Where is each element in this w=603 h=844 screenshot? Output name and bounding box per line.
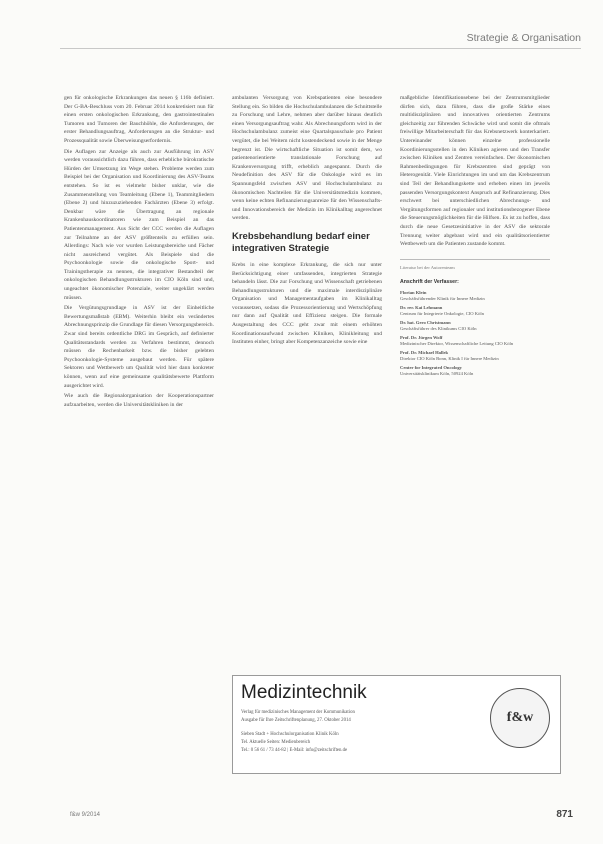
author-role: Direktor CIO Köln Bonn, Klinik I für Innere Medizin — [400, 355, 499, 361]
column-middle — [232, 94, 382, 349]
header-rule — [60, 48, 581, 49]
paragraph: ambulanten Versorgung von Krebspatienten eine besondere Stellung ein. So bilden die Hochschulambulanzen die Schnittstelle zu Forschung und Lehre, nehmen aber darüber hinaus deutlich einen Versorgungsauftrag wahr. Als Abrechnungsform wird in der Hochschulambulanz zumeist eine Quartalspauschale pro Patient vergütet, die bei Weitem nicht kostendeckend sowie in der Menge begrenzt ist. Die wirtschaftliche Situation ist somit dem, wo patientenorientierte translationale Forschung auf Krankenversorgung trifft, erheblich angespannt. Durch die Neudefinition des ASV für die Onkologie wird es im Spannungsfeld zwischen ASV und Hochschulambulanz zu ökonomischen Nachteilen für die Universitätsmedizin kommen, wenn keine echten Refinanzierungsanreize für den Wissenschafts- und Innovationsbereich der Medizin im Klinikalltag angerechnet werden. — [232, 95, 382, 222]
page-number: 871 — [556, 809, 573, 820]
author-name: Center for Integrated Oncology — [400, 364, 462, 370]
paragraph: Wie auch die Regionalorganisation der Kooperationspartner aufzuarbeiten, werden die Universitätskliniken in der — [64, 393, 214, 408]
issue-label: f&w 9/2014 — [70, 812, 101, 818]
ad-text-line: Tel.: 0 56 61 / 73 44-82 | E-Mail: info@zeitschriften.de — [241, 748, 348, 753]
author-role: Medizinischer Direktor, Wissenschaftliche Leitung CIO Köln — [400, 340, 514, 346]
section-heading: Krebsbehandlung bedarf einer integrativen Strategie — [232, 230, 370, 254]
author-entry — [400, 335, 550, 347]
author-role: Geschäftsführer des Klinikums CIO Köln — [400, 325, 477, 331]
advertisement-box[interactable] — [232, 675, 561, 774]
author-entry — [400, 365, 550, 377]
ad-title: Medizintechnik — [241, 682, 367, 703]
paragraph: maßgebliche Identifikationsebene bei der Zentrumsmitglieder dürfen sich, dazu führen, dass die große Stärke eines multidisziplinären und innovativen orientierten Zentrums gleichzeitig zur führenden Schwäche wird und somit die oftmals freiwillige Mitarbeiterschaft für das Krebsnetzwerk konterkariert. Untereinander können einzelne professionelle Koordinierungsstellen in den Kliniken agieren und den Transfer zwischen Kliniken und Zentren vereinfachen. Der ökonomischen Rahmenbedingungen für Krebszentren sind geprägt von Heterogenität. Viele Einrichtungen im und um das Krebszentrum sind Teil der Behandlungskette und erheben einen im jeweils passenden Versorgungskontext Anspruch auf Refinanzierung. Dies erschwert bei unterschiedlichen Abrechnungs- und Vergütungsformen auf regionaler und institutionsbezogener Ebene die Steuerungsmöglichkeiten für die Hilfsen. Es ist zu hoffen, dass durch die neue Gesetzesinitiative in der ASV die sektorale Trennung weiter abgebaut wird und ein qualitätsorientierter Wettbewerb um die Patienten zustande kommt. — [400, 95, 550, 248]
author-name: Prof. Dr. Michael Hallek — [400, 349, 449, 355]
column-left — [64, 94, 214, 411]
ad-text-line: Tel. Aktuelle Seiten: Medienbereich — [241, 740, 311, 745]
paragraph: gen für onkologische Erkrankungen das neuen § 116b definiert. Der G-BA-Beschluss vom 20. Februar 2014 konkretisiert nun für einen ersten onkologischen Erkrankung, den gastrointestinalen Tumoren und Tumoren der Bauchhöhle, die Anforderungen, der erster Behandlungsauftrag, Anforderungen an die Struktur- und Prozessqualität sowie Überweisungserfordernis. — [64, 95, 214, 144]
paragraph: Die Vergütungsgrundlage in ASV ist der Einheitliche Bewertungsmaßstab (EBM). Weiterhin bleibt ein verändertes Abrechnungsprinzip die Grundlage für diesen Versorgungsbereich. Zwar sind bereits ordentliche DRG im Gespräch, auf definierter Qualitätsstandards werden zu Verfahren bestimmt, dennoch müssen die Rechenbarkeit bzw. die bisher gelebten Psychoonkologie-Systeme ausgebaut werden. Für spätere Sektoren und Wettbewerb um Qualität wird hier dann konkreter können, wenn auf eine gemeinsame qualitätsbewerte Plattform ausgerichtet wird. — [64, 305, 214, 389]
author-name: Prof. Dr. Jürgen Wolf — [400, 334, 443, 340]
author-entry — [400, 350, 550, 362]
author-role: Universitätsklinikum Köln, 50924 Köln — [400, 370, 474, 376]
affiliation-title: Anschrift der Verfasser: — [400, 279, 459, 286]
ad-text-line: Sieben Stadt + Hochschulorganisation Klinik Köln — [241, 732, 339, 737]
paragraph: Die Auflagen zur Anzeige als auch zur Ausführung im ASV werden voraussichtlich dazu führen, dass erhebliche bürokratische Hürden der Umsetzung im Wege stehen. Probleme werden zum Beispiel bei der Organisation und Koordinierung des ASV-Teams entstehen. So ist es vielmehr bisher unklar, wie die Zusammenstellung von Teamleitung (Ebene 1), Teammitgliedern (Ebene 2) und hinzuzuziehenden Fachärzten (Ebene 3) erfolgt. Denkbar wäre die Übertragung an regionale Krankenhauskoordinatoren wie zum Beispiel an das Patientenmanagement. Aus Sicht der CCC werden die Auflagen zur Teilnahme an der ASV größtenteils zu erfüllen sein. Allerdings: Nach wie vor wurden Leistungsbereiche und Fächer nicht ausreichend vergütet. Als Beispiele sind die Psychoonkologie sowie die onkologische Sport- und Trainingstherapie zu nennen, die integrativer Bestandteil der onkologischen Behandlungsstrukturen im CIO Köln sind und, ungeachtet ökonomischer Potenziale, weiter ungeklärt werden müssen. — [64, 148, 214, 301]
ad-text-line: Verlag für medizinisches Management der Kommunikation — [241, 710, 355, 715]
paragraph: Krebs in eine komplexe Erkrankung, die sich nur unter Berücksichtigung einer umfassenden, integrierten Strategie behandeln lässt. Die zur Forschung und Wissenschaft getriebenen Behandlungsstrukturen und die maximale interdisziplinäre Organisation und Managementaufgaben im Klinikalltag voraussetzen, sodass die Prozessorientierung und Wertschöpfung nur dann auf Qualität und Effizienz steigen. Die formale Ausgestaltung des CCC geht zwar mit einem erhöhten Koordinationsaufwand zwischen Kliniken, Klinikleitung und Instituten einher, bringt aber Kompetenzanzeiche sowie eine — [232, 261, 382, 346]
affiliation-caption: Literatur bei der Autorenteam — [400, 259, 550, 273]
ad-text-line: Ausgabe für Ihre Zeitschriftenplanung, 27. Oktober 2014 — [241, 718, 351, 723]
publisher-logo: f&w — [490, 688, 550, 748]
author-entry — [400, 320, 550, 332]
author-name: Dr. hat. Gero Christmann — [400, 319, 451, 325]
section-label: Strategie & Organisation — [466, 32, 581, 44]
column-right — [400, 94, 550, 380]
author-entry — [400, 290, 550, 302]
author-name: Florian Klein — [400, 289, 427, 295]
author-entry — [400, 305, 550, 317]
author-name: Dr. rer. Kai Lehmann — [400, 304, 443, 310]
author-role: Centrum für Integrierte Onkologie, CIO Köln — [400, 310, 484, 316]
author-role: Geschäftsführender Klinik für Innere Medizin — [400, 295, 485, 301]
